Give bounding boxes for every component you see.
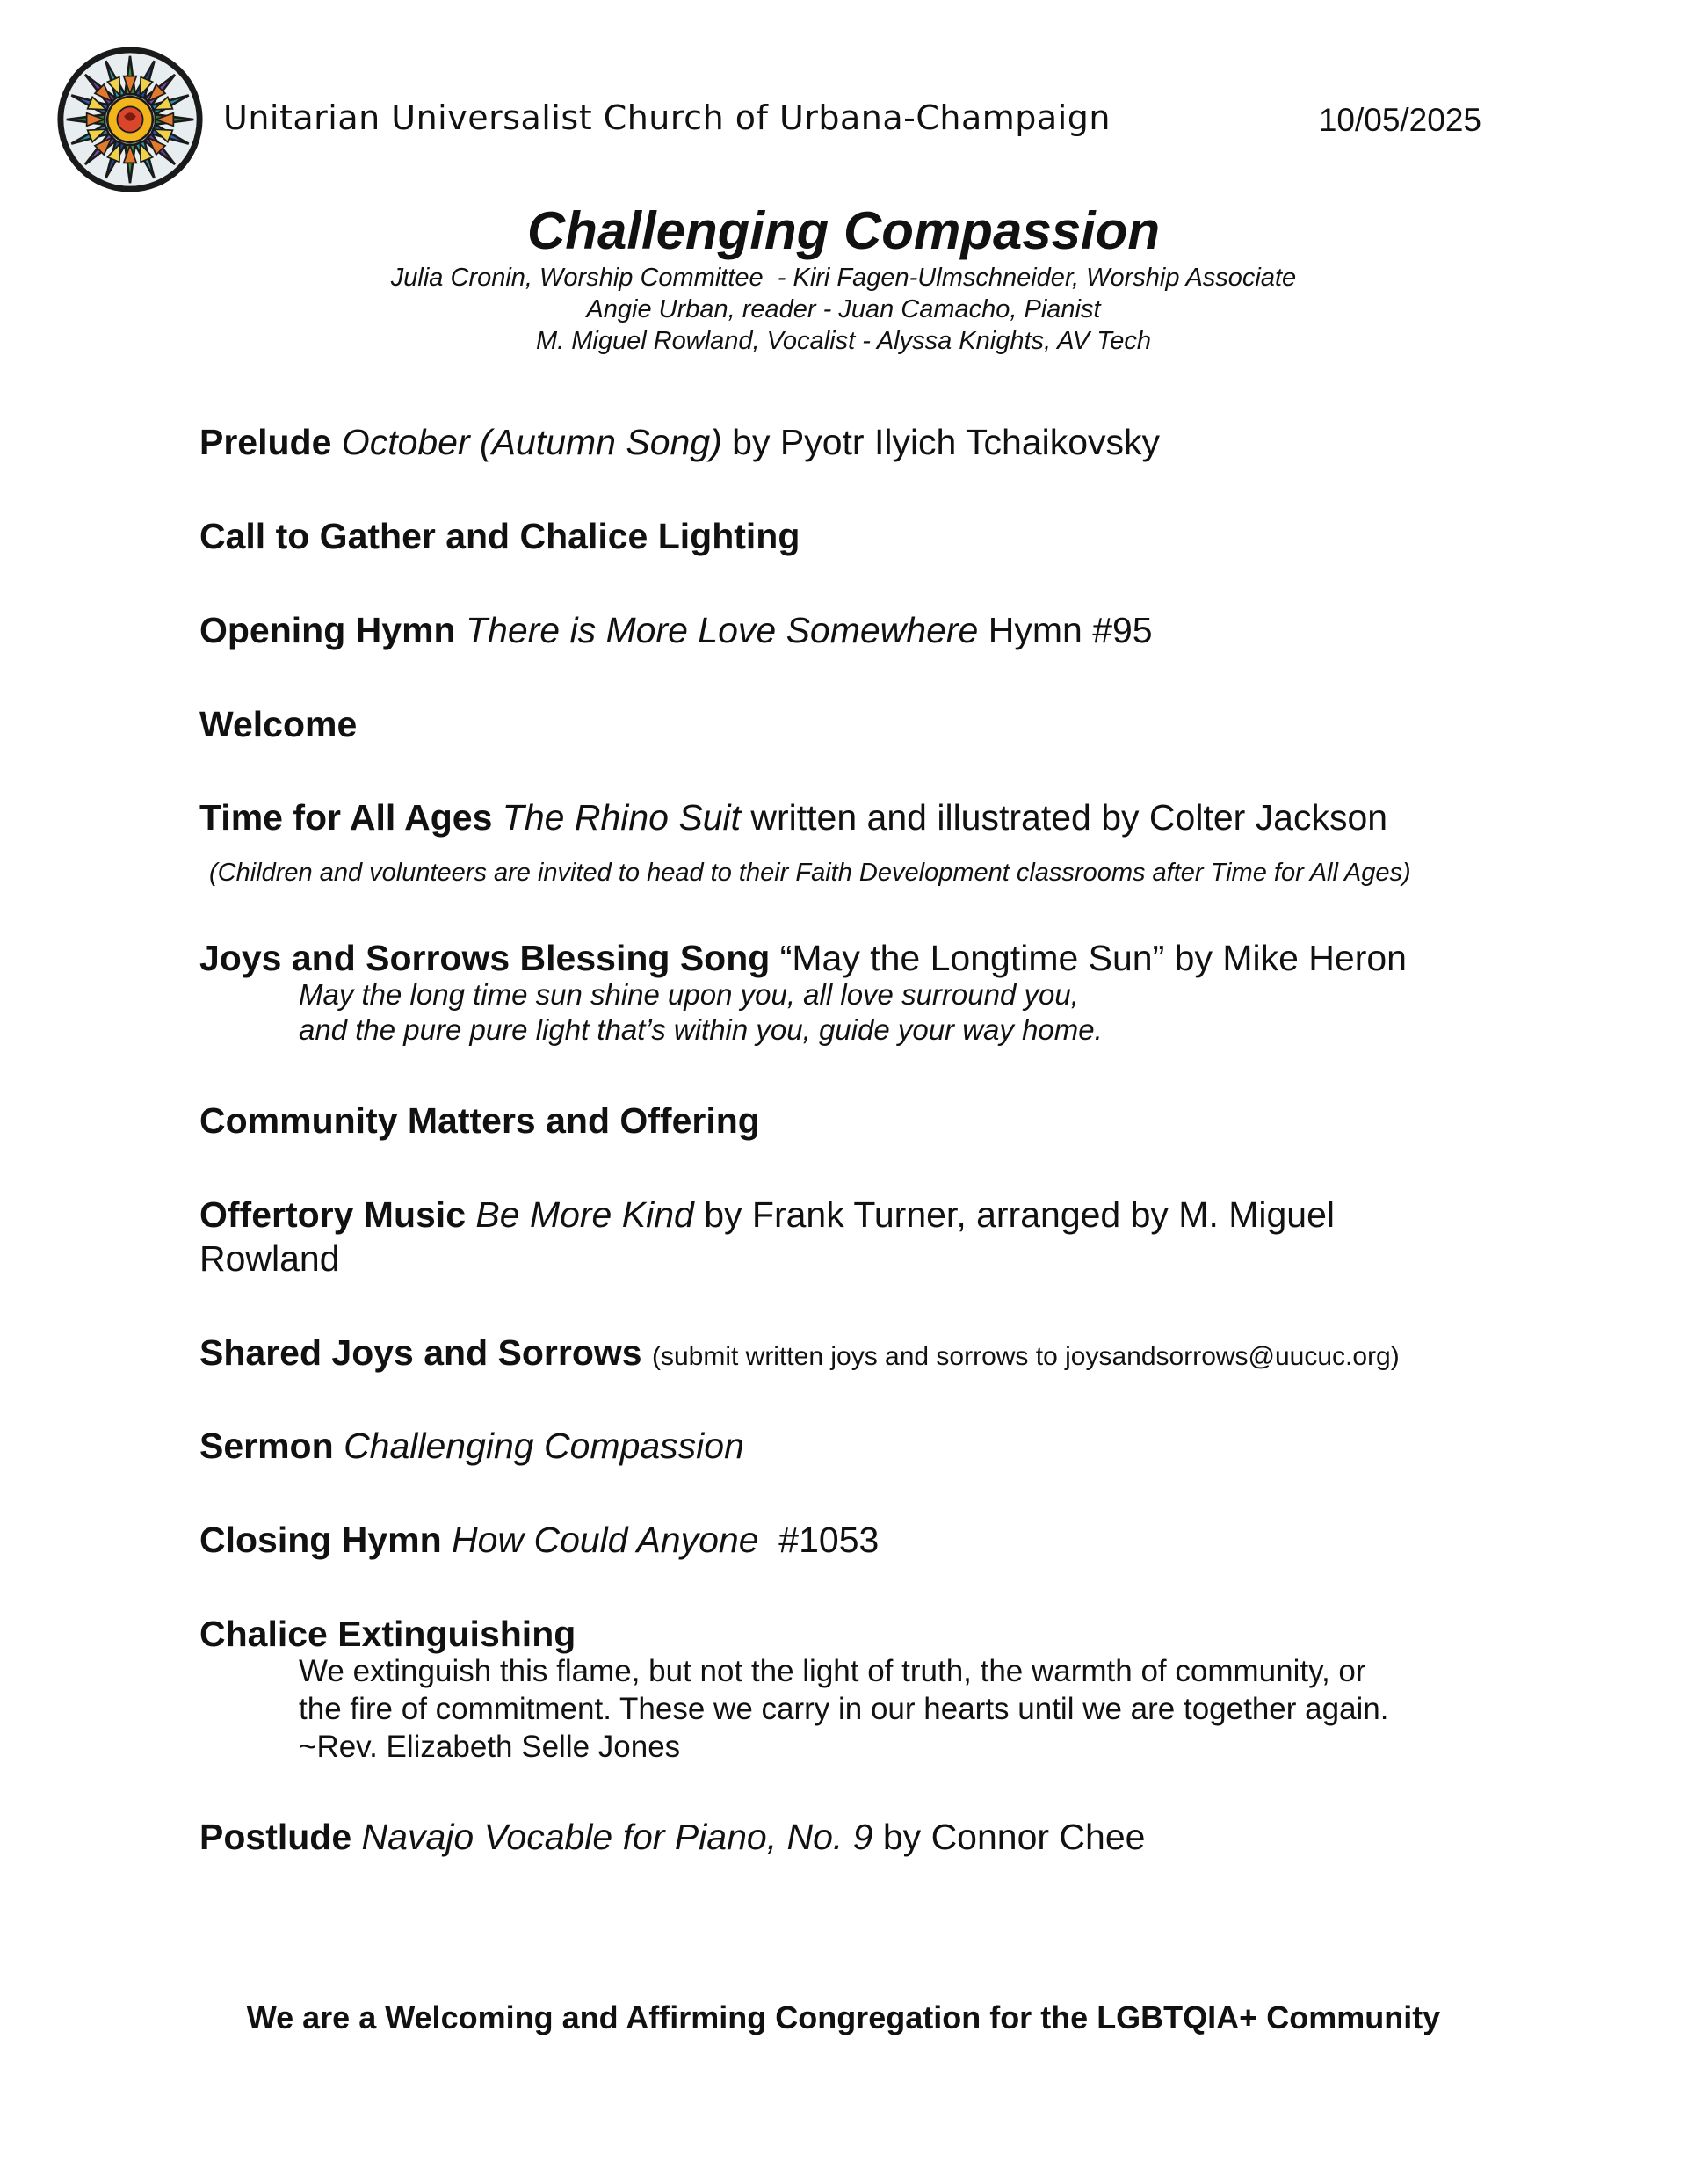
credit-line: Angie Urban, reader - Juan Camacho, Pianist	[586, 295, 1101, 323]
item-label: Chalice Extinguishing	[199, 1614, 576, 1654]
service-credits	[0, 262, 1687, 357]
service-title: Challenging Compassion	[526, 201, 1161, 260]
item-detail: by Frank Turner, arranged by M. Miguel	[693, 1194, 1336, 1235]
item-label: Closing Hymn	[199, 1520, 442, 1560]
item-label: Shared Joys and Sorrows	[199, 1332, 642, 1373]
item-work: Challenging Compassion	[344, 1426, 744, 1466]
order-item-postlude	[199, 1815, 1517, 1859]
item-work: How Could Anyone	[452, 1520, 759, 1560]
item-label: Opening Hymn	[199, 610, 456, 650]
item-label: Postlude	[199, 1817, 352, 1857]
quote-line: We extinguish this flame, but not the light of truth, the warmth of community, or	[299, 1654, 1366, 1688]
item-work: The Rhino Suit	[502, 797, 742, 838]
item-work: Navajo Vocable for Piano, No. 9	[361, 1817, 873, 1857]
item-label: Community Matters and Offering	[199, 1100, 760, 1141]
quote-attribution: ~Rev. Elizabeth Selle Jones	[299, 1730, 681, 1764]
order-item-time-for-all-ages	[199, 795, 1517, 839]
item-detail-continued: Rowland	[199, 1238, 340, 1279]
item-detail: #1053	[758, 1520, 880, 1560]
item-label: Sermon	[199, 1426, 334, 1466]
item-detail: written and illustrated by Colter Jackson	[741, 797, 1388, 838]
item-label: Prelude	[199, 422, 332, 462]
stained-glass-rose-window-icon	[54, 44, 206, 195]
order-item-call-to-gather	[199, 514, 1517, 558]
service-date: 10/05/2025	[1318, 102, 1481, 138]
item-label: Call to Gather and Chalice Lighting	[199, 516, 800, 556]
lyric-line: May the long time sun shine upon you, all love surround you,	[299, 978, 1079, 1011]
item-detail: “May the Longtime Sun” by Mike Heron	[770, 938, 1407, 978]
item-work: Be More Kind	[475, 1194, 694, 1235]
quote-line: the fire of commitment. These we carry in our hearts until we are together again.	[299, 1692, 1389, 1726]
order-item-prelude	[199, 420, 1517, 464]
order-item-sermon	[199, 1424, 1517, 1468]
item-label: Joys and Sorrows Blessing Song	[199, 938, 771, 978]
order-item-community-matters	[199, 1099, 1517, 1143]
item-detail: by Connor Chee	[872, 1817, 1146, 1857]
item-detail: by Pyotr Ilyich Tchaikovsky	[721, 422, 1161, 462]
order-item-welcome	[199, 702, 1517, 746]
credit-line: Julia Cronin, Worship Committee - Kiri Fagen-Ulmschneider, Worship Associate	[390, 264, 1297, 292]
item-detail: Hymn #95	[978, 610, 1153, 650]
order-item-shared-joys	[199, 1331, 1517, 1379]
order-item-closing-hymn	[199, 1518, 1517, 1562]
order-item-offertory	[199, 1193, 1517, 1281]
item-label: Offertory Music	[199, 1194, 466, 1235]
item-label: Time for All Ages	[199, 797, 493, 838]
credit-line: M. Miguel Rowland, Vocalist - Alyssa Knights, AV Tech	[535, 327, 1152, 355]
order-item-blessing-song	[199, 936, 1517, 980]
order-item-opening-hymn	[199, 608, 1517, 652]
welcoming-congregation-statement: We are a Welcoming and Affirming Congregation for the LGBTQIA+ Community	[246, 1999, 1441, 2035]
item-label: Welcome	[199, 704, 358, 744]
order-item-chalice-extinguishing	[199, 1612, 1517, 1656]
item-work: October (Autumn Song)	[341, 422, 722, 462]
time-for-all-ages-note: (Children and volunteers are invited to head to their Faith Development classrooms after Time for All Ages)	[209, 859, 1411, 887]
lyric-line: and the pure pure light that’s within you, guide your way home.	[299, 1013, 1103, 1046]
church-name: Unitarian Universalist Church of Urbana-Champaign	[223, 98, 1111, 137]
item-note: (submit written joys and sorrows to joysandsorrows@uucuc.org)	[651, 1342, 1400, 1371]
item-work: There is More Love Somewhere	[465, 610, 979, 650]
